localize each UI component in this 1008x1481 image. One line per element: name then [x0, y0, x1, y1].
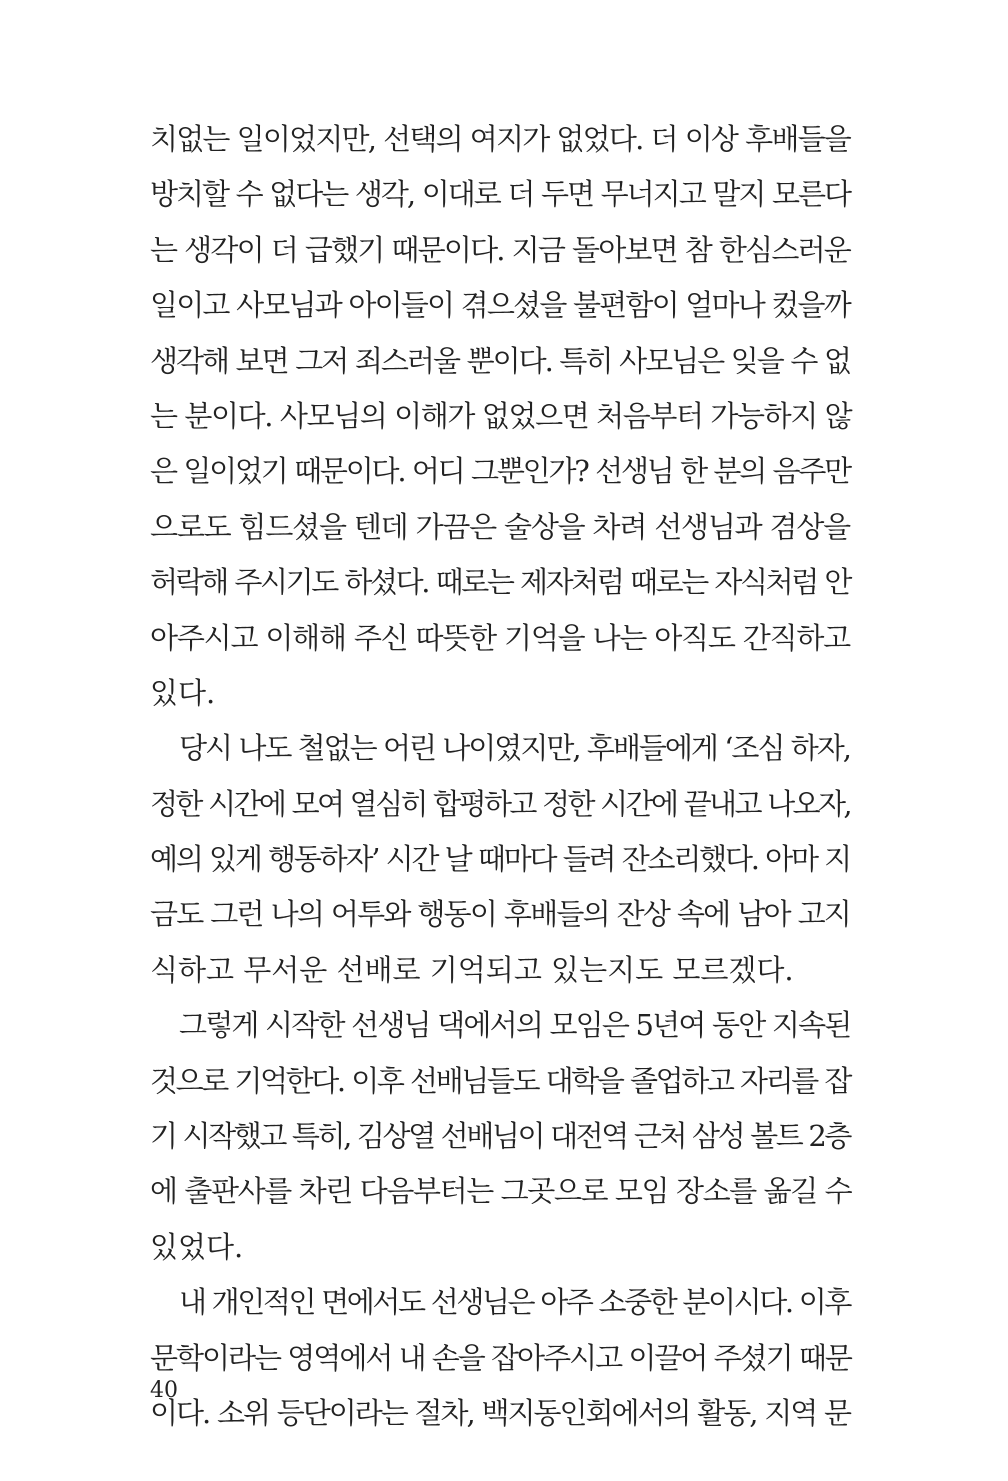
text-line: 치없는 일이었지만, 선택의 여지가 없었다. 더 이상 후배들을 [150, 122, 850, 156]
text-line: 는 분이다. 사모님의 이해가 없었으면 처음부터 가능하지 않 [150, 398, 852, 433]
text-line: 있다. [150, 675, 216, 710]
text-line: 예의 있게 행동하자’ 시간 날 때마다 들려 잔소리했다. 아마 지 [150, 842, 850, 877]
text-line: 정한 시간에 모여 열심히 합평하고 정한 시간에 끝내고 나오자, [150, 786, 850, 821]
page-number: 40 [150, 1378, 178, 1403]
text-line: 식하고 무서운 선배로 기억되고 있는지도 모르겠다. [150, 952, 794, 987]
text-line: 금도 그런 나의 어투와 행동이 후배들의 잔상 속에 남아 고지 [150, 897, 850, 932]
text-line: 그렇게 시작한 선생님 댁에서의 모임은 5년여 동안 지속된 [179, 1008, 851, 1043]
text-line: 허락해 주시기도 하셨다. 때로는 제자처럼 때로는 자식처럼 안 [150, 565, 850, 600]
text-line: 당시 나도 철없는 어린 나이였지만, 후배들에게 ‘조심 하자, [179, 731, 850, 766]
body-text [150, 112, 850, 1441]
text-line: 아주시고 이해해 주신 따뜻한 기억을 나는 아직도 간직하고 [150, 620, 850, 655]
text-line: 에 출판사를 차린 다음부터는 그곳으로 모임 장소를 옮길 수 [150, 1174, 852, 1209]
text-line: 은 일이었기 때문이다. 어디 그뿐인가? 선생님 한 분의 음주만 [150, 454, 850, 489]
text-line: 것으로 기억한다. 이후 선배님들도 대학을 졸업하고 자리를 잡 [150, 1063, 850, 1098]
text-line: 기 시작했고 특히, 김상열 선배님이 대전역 근처 삼성 볼트 2층 [150, 1119, 850, 1154]
text-line: 내 개인적인 면에서도 선생님은 아주 소중한 분이시다. 이후 [179, 1285, 850, 1320]
text-line: 문학이라는 영역에서 내 손을 잡아주시고 이끌어 주셨기 때문 [150, 1340, 851, 1375]
text-line: 방치할 수 없다는 생각, 이대로 더 두면 무너지고 말지 모른다 [150, 177, 850, 212]
text-line: 으로도 힘드셨을 텐데 가끔은 술상을 차려 선생님과 겸상을 [150, 509, 850, 544]
text-line: 는 생각이 더 급했기 때문이다. 지금 돌아보면 참 한심스러운 [150, 232, 850, 267]
text-line: 이다. 소위 등단이라는 절차, 백지동인회에서의 활동, 지역 문 [150, 1395, 850, 1430]
text-line: 생각해 보면 그저 죄스러울 뿐이다. 특히 사모님은 잊을 수 없 [150, 343, 850, 378]
text-line: 있었다. [150, 1229, 244, 1264]
text-line: 일이고 사모님과 아이들이 겪으셨을 불편함이 얼마나 컸을까 [150, 288, 850, 323]
